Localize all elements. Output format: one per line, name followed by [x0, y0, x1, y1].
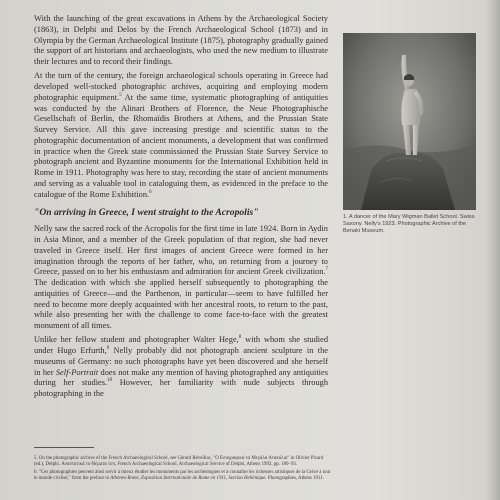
paragraph-excavations: [34, 14, 328, 68]
paragraph-nelly-acropolis: [34, 224, 328, 332]
footnote-italic-title: Athènes-Rome, Exposition Internationale de Rome en 1911, Section Hellénique.: [110, 475, 267, 481]
footnote-ref: 7: [325, 267, 328, 273]
paragraph-text: At the turn of the century, the foreign archaeological schools operating in Greece had developed well-stocked photographic archives, acquiring and employing modern photographic equipment.: [34, 71, 328, 102]
footnote-ref: 9: [106, 346, 110, 352]
dancer-photo-image: [343, 33, 476, 210]
footnote-6: [34, 470, 334, 482]
footnote-ref: 8: [238, 335, 242, 341]
paragraph-text: However, her familiarity with nude subjects through photographing in the: [34, 378, 329, 398]
footnote-5: [34, 456, 334, 468]
dancer-photograph: [343, 33, 476, 210]
paragraph-text: The dedication with which she applied herself subsequently to photographing the antiquities of Greece—and the Parthenon, in particular—seem to have fulfilled her need to become more deeply acquainted with her ancestral roots, to return to the past, while also presenting her with the challenge to come face-to-face with the greatest monument of all times.: [34, 278, 328, 330]
paragraph-text: Nelly saw the sacred rock of the Acropolis for the first time in late 1924. Born in Aydin in Asia Minor, and a member of the Greek population of that region, she had never traveled in Greece itself. Her first images of ancient Greece were formed in her imagination through the reports of her father, who, on returning from a journey to Greece, passed on to her his enthusiasm and admiration for ancient Greek civilization.: [34, 224, 328, 277]
footnote-text: 5. On the photographic archive of the French Archaeological School, see Gérard Réveillac, "Ο Εσυγραφικά τα Μεγάλα Ατακόλια" in Olivier Picard (ed.), Delphi. Αναστατικά το Θέματα τοπ, French Archaeological School, Archaeological Service of Delphi, Athens 1992, pp. 180–93.: [34, 456, 324, 468]
figure-caption: 1. A dancer of the Mary Wigman Ballet School. Swiss Saxony. Nelly's 1923. Photographic Archive of the Benaki Museum.: [343, 214, 475, 234]
paragraph-text: Nelly probably did not photograph ancient sculpture in the museums of Germany: no such photographs have yet been discovered and she herself in her: [34, 346, 328, 377]
section-heading: "On arriving in Greece, I went straight to the Acropolis": [34, 207, 259, 219]
paragraph-text: At the same time, systematic photographing of antiquities was conducted by the Alinari Brothers of Florence, the Neue Photographische Gesellschaft of Berlin, the Rhomaïdis Brothers at Athens, and the Prussian State Survey Service. All this gave increasing prestige and scientific status to the photographic documentation of ancient monuments, a development that was confirmed in practice when the Greek state commissioned the Prussian State Survey Service to photograph ancient and Byzantine monuments for the International Exhibition held in Rome in 1911. Photography was here to stay, recording the state of ancient monuments and serving as a valuable tool in cataloguing them, as evidenced in the preface to the catalogue of the Rome Exhibition.: [34, 92, 328, 199]
paragraph-text: with whom she studied under Hugo Erfurth,: [34, 335, 329, 355]
paragraph-text: Unlike her fellow student and photographer Walter Hege,: [34, 335, 239, 345]
footnote-ref: 10: [107, 378, 113, 384]
footnotes-block: [34, 456, 334, 483]
footnote-ref: 6: [149, 189, 152, 195]
footnote-divider: [34, 447, 94, 448]
footnote-ref: 5: [119, 92, 122, 98]
body-text-column: [34, 14, 328, 403]
book-title-italic: Self-Portrait: [55, 367, 99, 377]
paragraph-text: does not make any mention of having photographed any antiquities during her studies.: [34, 367, 328, 388]
paragraph-walter-hege: [34, 335, 328, 400]
paragraph-turn-of-century: [34, 71, 328, 200]
footnote-text: Photographies, Athens 1911.: [266, 475, 324, 481]
paragraph-text: With the launching of the great excavations in Athens by the Archaeological Society (1863), in Delphi and Delos by the French Archaeological School (1873) and in Olympia by the German Archaeological Institute (1875), photography gradually gained the support of art historians and archaeologists, who used the new medium to illustrate their lectures and to record their findings.: [34, 14, 328, 66]
footnote-text: 6. "Ces photographies peuvent ainsi servir à mieux étudier les monuments par les archéologues et à connaître les richesses artistiques de la Grèce à tout le monde civilisé," from the preface to: [34, 469, 331, 481]
